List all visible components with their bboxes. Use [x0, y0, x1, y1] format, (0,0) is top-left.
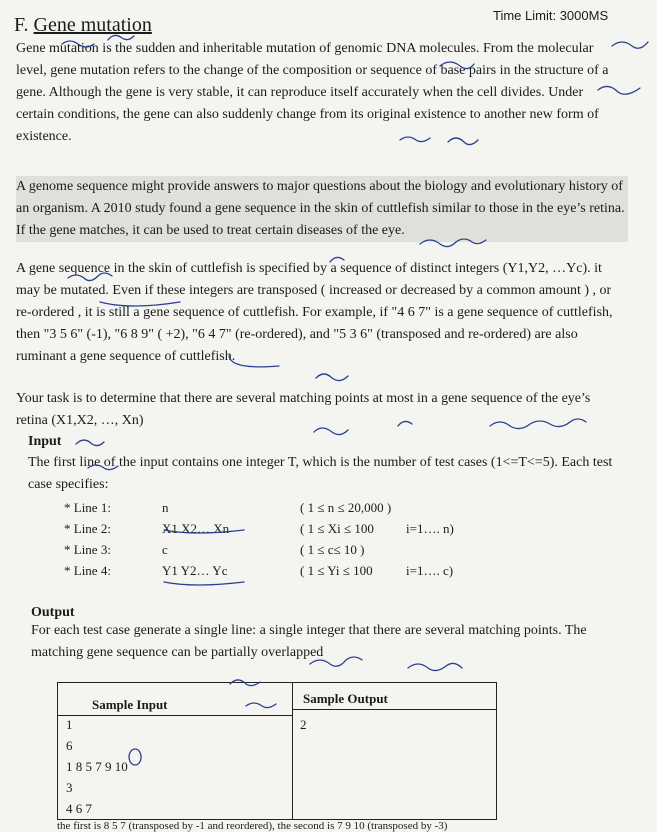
spec-label: * Line 2: [64, 521, 111, 536]
table-header-rule-right [292, 709, 496, 710]
input-description: The first line of the input contains one integer T, which is the number of test cases (1<=T<=5). Each test case specifies: [28, 455, 613, 492]
title-prefix: F. [14, 14, 29, 36]
spec-range: ( 1 ≤ Yi ≤ 100 [300, 563, 373, 578]
sample-input-line: 3 [66, 780, 73, 795]
title-underlined: Gene mutation [33, 14, 152, 36]
pen-scribble [76, 440, 104, 446]
pen-scribble [316, 374, 348, 381]
spec-label: * Line 3: [64, 542, 111, 557]
input-heading: Input [28, 434, 62, 449]
sample-input-line: 6 [66, 738, 73, 753]
spec-label: * Line 4: [64, 563, 111, 578]
paragraph-intro: Gene mutation is the sudden and inheritable mutation of genomic DNA molecules. From the molecular level, gene mutation refers to the change of the composition or sequence of base pairs in the structure of a gene. Although the gene is very stable, it can reproduce itself accurately when the cell divides. Under certain conditions, the gene can also suddenly change from its original existence to another new form of existence. [16, 41, 609, 144]
sample-output-header: Sample Output [303, 691, 388, 706]
spec-index: i=1…. n) [406, 521, 454, 536]
spec-value: n [162, 500, 169, 515]
spec-value: Y1 Y2… Yc [162, 563, 228, 578]
problem-title [14, 14, 152, 37]
spec-range: ( 1 ≤ Xi ≤ 100 [300, 521, 374, 536]
spec-index: i=1…. c) [406, 563, 454, 578]
spec-label: * Line 1: [64, 500, 111, 515]
footer-note: the first is 8 5 7 (transposed by -1 and reordered), the second is 7 9 10 (transposed by -3) [57, 820, 448, 832]
spec-range: ( 1 ≤ n ≤ 20,000 ) [300, 500, 392, 515]
table-header-rule-left [58, 715, 292, 716]
sample-input-line: 4 6 7 [66, 801, 92, 816]
paragraph-study: A genome sequence might provide answers to major questions about the biology and evolutionary history of an organism. A 2010 study found a gene sequence in the skin of cuttlefish similar to those in the eye’s retina. If the gene matches, it can be used to treat certain diseases of the eye. [16, 176, 628, 242]
sample-table [57, 682, 497, 820]
paragraph-sequence: A gene sequence in the skin of cuttlefish is specified by a sequence of distinct integers (Y1,Y2, …Yc). it may be mutated. Even if these integers are transposed ( increased or decreased by a common amount ) , or re-ordered , it is still a gene sequence of cuttlefish. For example, if "4 6 7" is a gene sequence of cuttlefish, then "3 5 6" (-1), "6 8 9" ( +2), "6 4 7" (re-ordered), and "5 3 6" (transposed and re-ordered) are also ruminant a gene sequence of cuttlefish. [16, 261, 613, 364]
paragraph-task: Your task is to determine that there are several matching points at most in a gene sequence of the eye’s retina (X1,X2, …, Xn) [16, 391, 591, 428]
output-heading: Output [31, 605, 75, 620]
sample-input-line: 1 [66, 717, 73, 732]
spec-range: ( 1 ≤ c≤ 10 ) [300, 542, 365, 557]
spec-value: c [162, 542, 168, 557]
spec-value: X1 X2… Xn [162, 521, 230, 536]
sample-output-line: 2 [300, 717, 307, 732]
output-description: For each test case generate a single line: a single integer that there are several matching points. The matching gene sequence can be partially overlapped [31, 623, 587, 660]
sample-input-header: Sample Input [92, 697, 168, 712]
time-limit: Time Limit: 3000MS [493, 8, 609, 23]
table-divider [292, 683, 293, 819]
sample-input-line: 1 8 5 7 9 10 [66, 759, 128, 774]
